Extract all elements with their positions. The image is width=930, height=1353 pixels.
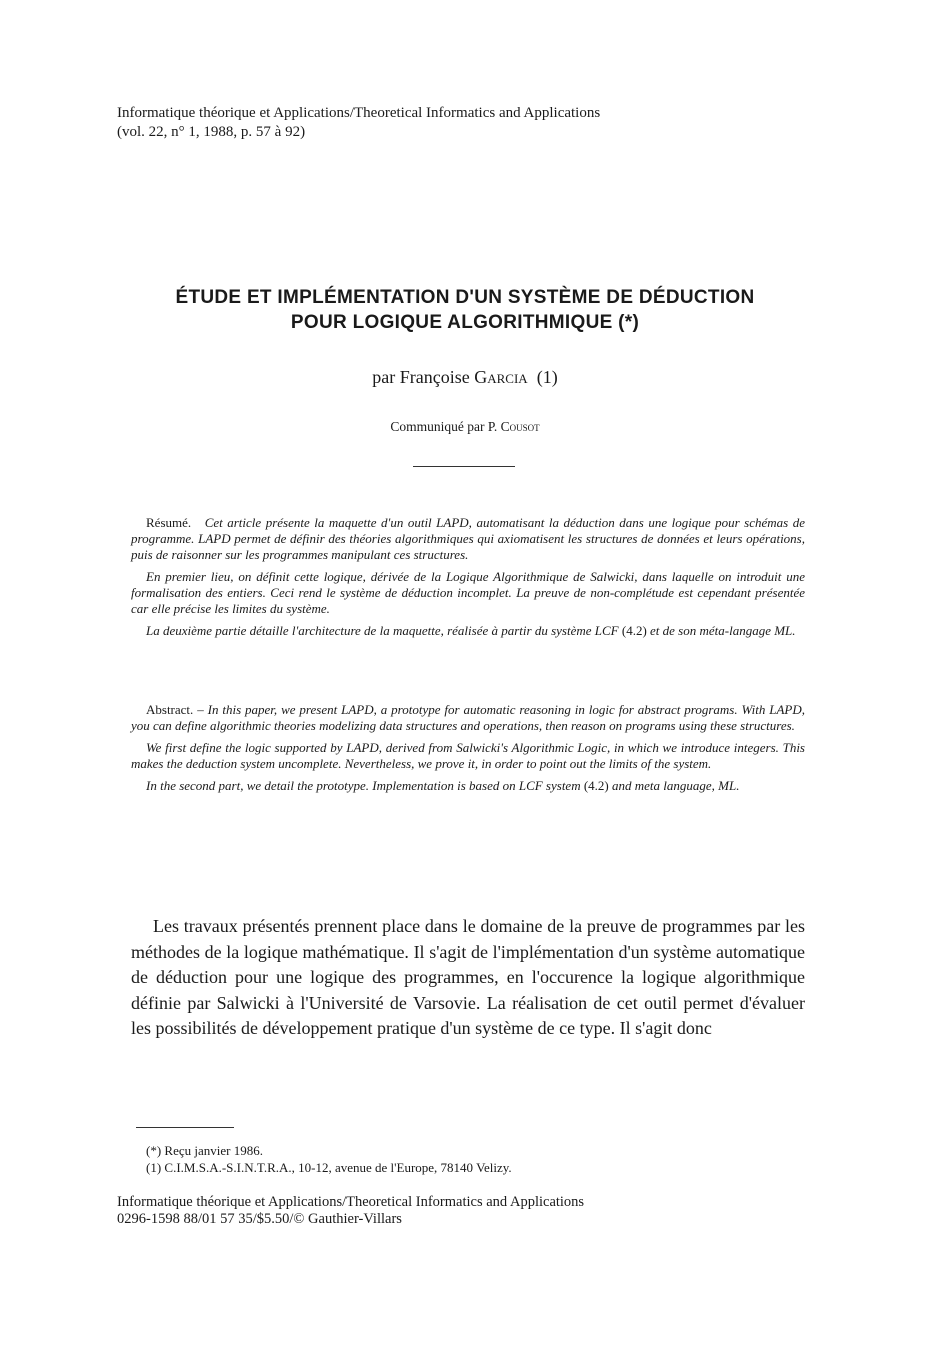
footnotes — [146, 1142, 512, 1176]
resume-label: Résumé. — [146, 515, 192, 530]
author-prefix: par Françoise — [372, 367, 475, 387]
page-footer — [117, 1194, 584, 1228]
abstract-label: Abstract. – — [146, 702, 208, 717]
title-divider — [413, 466, 515, 467]
resume-text-1: Cet article présente la maquette d'un outil LAPD, automatisant la déduction dans une logique pour schémas de programme. LAPD permet de définir des théories algorithmiques qui axiomatisent les structures de données et leurs opérations, puis de raisonner sur les programmes manipulant ces structures. — [131, 515, 806, 562]
communicated-name: Cousot — [500, 419, 540, 434]
article-title — [0, 285, 930, 335]
abstract-paragraph-2: We first define the logic supported by LAPD, derived from Salwicki's Algorithmic Logic, in which we introduce integers. This makes the deduction system uncomplete. Nevertheless, we prove it, in order to point out the limits of the system. — [131, 740, 805, 771]
abstract-ref: (4.2) — [583, 778, 609, 793]
journal-volume: (vol. 22, n° 1, 1988, p. 57 à 92) — [117, 124, 306, 140]
resume-paragraph-1 — [131, 515, 805, 563]
abstract-paragraph-1 — [131, 702, 805, 734]
title-line-2: POUR LOGIQUE ALGORITHMIQUE (*) — [290, 312, 640, 333]
footnote-divider — [136, 1127, 234, 1128]
title-line-1: ÉTUDE ET IMPLÉMENTATION D'UN SYSTÈME DE DÉDUCTION — [175, 287, 755, 308]
journal-header — [117, 104, 600, 142]
author-name: Garcia — [474, 367, 528, 387]
communicated-by — [0, 419, 930, 435]
resume-ref: (4.2) — [621, 623, 647, 638]
footer-journal: Informatique théorique et Applications/Theoretical Informatics and Applications — [117, 1194, 585, 1210]
footnote-received: (*) Reçu janvier 1986. — [146, 1143, 263, 1158]
author-footnote-ref: (1) — [536, 367, 558, 387]
resume-paragraph-3: La deuxième partie détaille l'architecture de la maquette, réalisée à partir du système LCF (4.2) et de son méta-langage ML. — [146, 623, 796, 638]
abstract-text-1: In this paper, we present LAPD, a prototype for automatic reasoning in logic for abstract programs. With LAPD, you can define algorithmic theories modelizing data structures and operations, then reason on programs using these structures. — [131, 702, 806, 733]
body-text — [131, 914, 805, 1042]
footnote-affiliation: (1) C.I.M.S.A.-S.I.N.T.R.A., 10-12, avenue de l'Europe, 78140 Velizy. — [146, 1160, 512, 1175]
resume-section — [131, 515, 805, 645]
abstract-paragraph-3: In the second part, we detail the prototype. Implementation is based on LCF system (4.2) and meta language, ML. — [146, 778, 740, 793]
footer-issn: 0296-1598 88/01 57 35/$5.50/© Gauthier-Villars — [117, 1211, 402, 1227]
body-paragraph-1: Les travaux présentés prennent place dans le domaine de la preuve de programmes par les méthodes de la logique mathématique. Il s'agit de l'implémentation d'un système automatique de déduction pour une logique des programmes, en l'occurence la logique algorithmique définie par Salwicki à l'Université de Varsovie. La réalisation de cet outil permet d'évaluer les possibilités de développement pratique d'un système de ce type. Il s'agit donc — [131, 916, 805, 1038]
journal-name: Informatique théorique et Applications/Theoretical Informatics and Applications — [117, 105, 601, 121]
author-line — [0, 367, 930, 388]
resume-paragraph-2: En premier lieu, on définit cette logique, dérivée de la Logique Algorithmique de Salwicki, dans laquelle on introduit une formalisation des entiers. Ceci rend le système de déduction incomplet. La preuve de non-complétude est cependant présentée car elle précise les limites du système. — [131, 569, 805, 616]
abstract-section — [131, 702, 805, 800]
communicated-prefix: Communiqué par P. — [390, 419, 501, 434]
